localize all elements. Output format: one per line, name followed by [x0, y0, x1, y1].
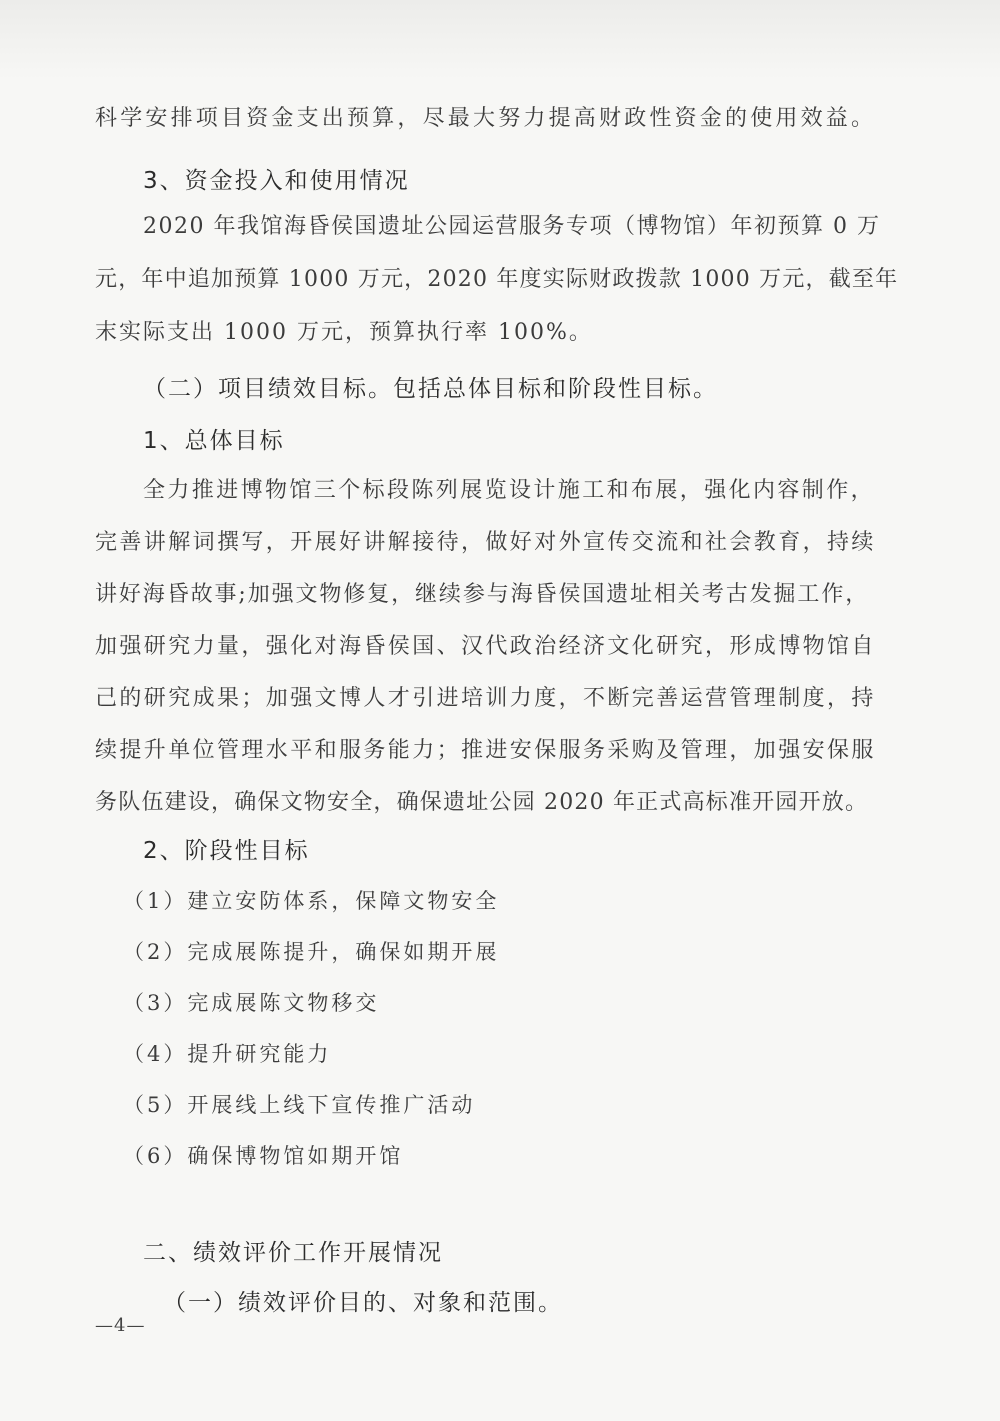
scan-shadow	[0, 0, 1000, 80]
list-item: （1）建立安防体系，保障文物安全	[123, 889, 500, 913]
list-item: （4）提升研究能力	[123, 1042, 332, 1066]
body-text-line: 完善讲解词撰写，开展好讲解接待，做好对外宣传交流和社会教育，持续	[95, 530, 876, 555]
body-text-line: 2020 年我馆海昏侯国遗址公园运营服务专项（博物馆）年初预算 0 万	[143, 214, 881, 239]
list-item: （6）确保博物馆如期开馆	[123, 1144, 404, 1168]
body-text-line: 务队伍建设，确保文物安全，确保遗址公园 2020 年正式高标准开园开放。	[95, 790, 869, 815]
list-item: （2）完成展陈提升，确保如期开展	[123, 940, 500, 964]
body-text-line: 元，年中追加预算 1000 万元，2020 年度实际财政拨款 1000 万元，截至年	[95, 267, 899, 292]
body-text-line: 全力推进博物馆三个标段陈列展览设计施工和布展，强化内容制作，	[143, 478, 876, 503]
section-heading-evaluation: 二、绩效评价工作开展情况	[143, 1240, 443, 1266]
section-heading-goals: （二）项目绩效目标。包括总体目标和阶段性目标。	[143, 376, 718, 402]
body-text-line: 末实际支出 1000 万元，预算执行率 100%。	[95, 320, 593, 345]
list-item: （3）完成展陈文物移交	[123, 991, 380, 1015]
list-item: （5）开展线上线下宣传推广活动	[123, 1093, 476, 1117]
subheading-overall-goal: 1、总体目标	[143, 428, 285, 454]
body-text-line: 续提升单位管理水平和服务能力；推进安保服务采购及管理，加强安保服	[95, 738, 876, 763]
body-text-line: 加强研究力量，强化对海昏侯国、汉代政治经济文化研究，形成博物馆自	[95, 634, 876, 659]
body-text-line: 科学安排项目资金支出预算，尽最大努力提高财政性资金的使用效益。	[95, 106, 877, 131]
body-text-line: 讲好海昏故事;加强文物修复，继续参与海昏侯国遗址相关考古发掘工作，	[95, 582, 870, 607]
body-text-line: 己的研究成果；加强文博人才引进培训力度，不断完善运营管理制度，持	[95, 686, 876, 711]
page-number: —4—	[95, 1315, 146, 1336]
subheading-stage-goals: 2、阶段性目标	[143, 838, 310, 864]
section-heading-evaluation-scope: （一）绩效评价目的、对象和范围。	[163, 1290, 563, 1316]
section-heading-funding: 3、资金投入和使用情况	[143, 168, 410, 194]
